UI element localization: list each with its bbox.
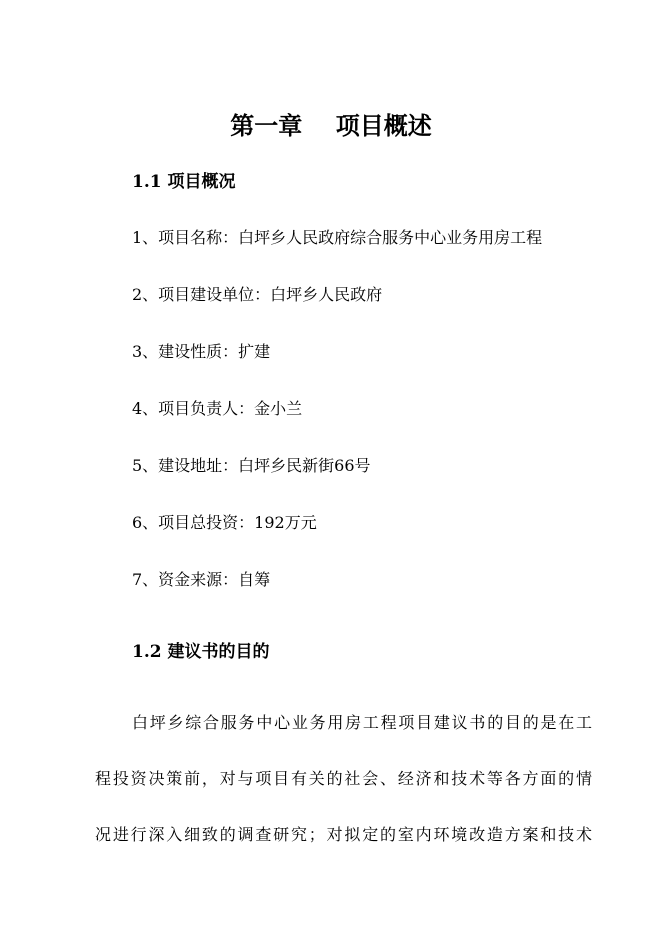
chapter-title: 第一章 项目概述 bbox=[230, 111, 432, 140]
list-item: 5、建设地址：白坪乡民新街66号 bbox=[132, 456, 371, 475]
list-item: 6、项目总投资：192万元 bbox=[132, 513, 317, 532]
section-heading-1-1: 1.1 项目概况 bbox=[132, 172, 236, 192]
paragraph-line: 况进行深入细致的调查研究；对拟定的室内环境改造方案和技术 bbox=[95, 825, 592, 844]
section-heading-1-2: 1.2 建议书的目的 bbox=[132, 642, 270, 662]
list-item: 2、项目建设单位：白坪乡人民政府 bbox=[132, 285, 383, 304]
list-item: 4、项目负责人：金小兰 bbox=[132, 399, 303, 418]
list-item: 1、项目名称：白坪乡人民政府综合服务中心业务用房工程 bbox=[132, 228, 543, 247]
list-item: 7、资金来源：自筹 bbox=[132, 570, 271, 589]
paragraph-line: 白坪乡综合服务中心业务用房工程项目建议书的目的是在工 bbox=[132, 713, 592, 732]
paragraph-line: 程投资决策前，对与项目有关的社会、经济和技术等各方面的情 bbox=[95, 769, 592, 788]
list-item: 3、建设性质：扩建 bbox=[132, 342, 271, 361]
